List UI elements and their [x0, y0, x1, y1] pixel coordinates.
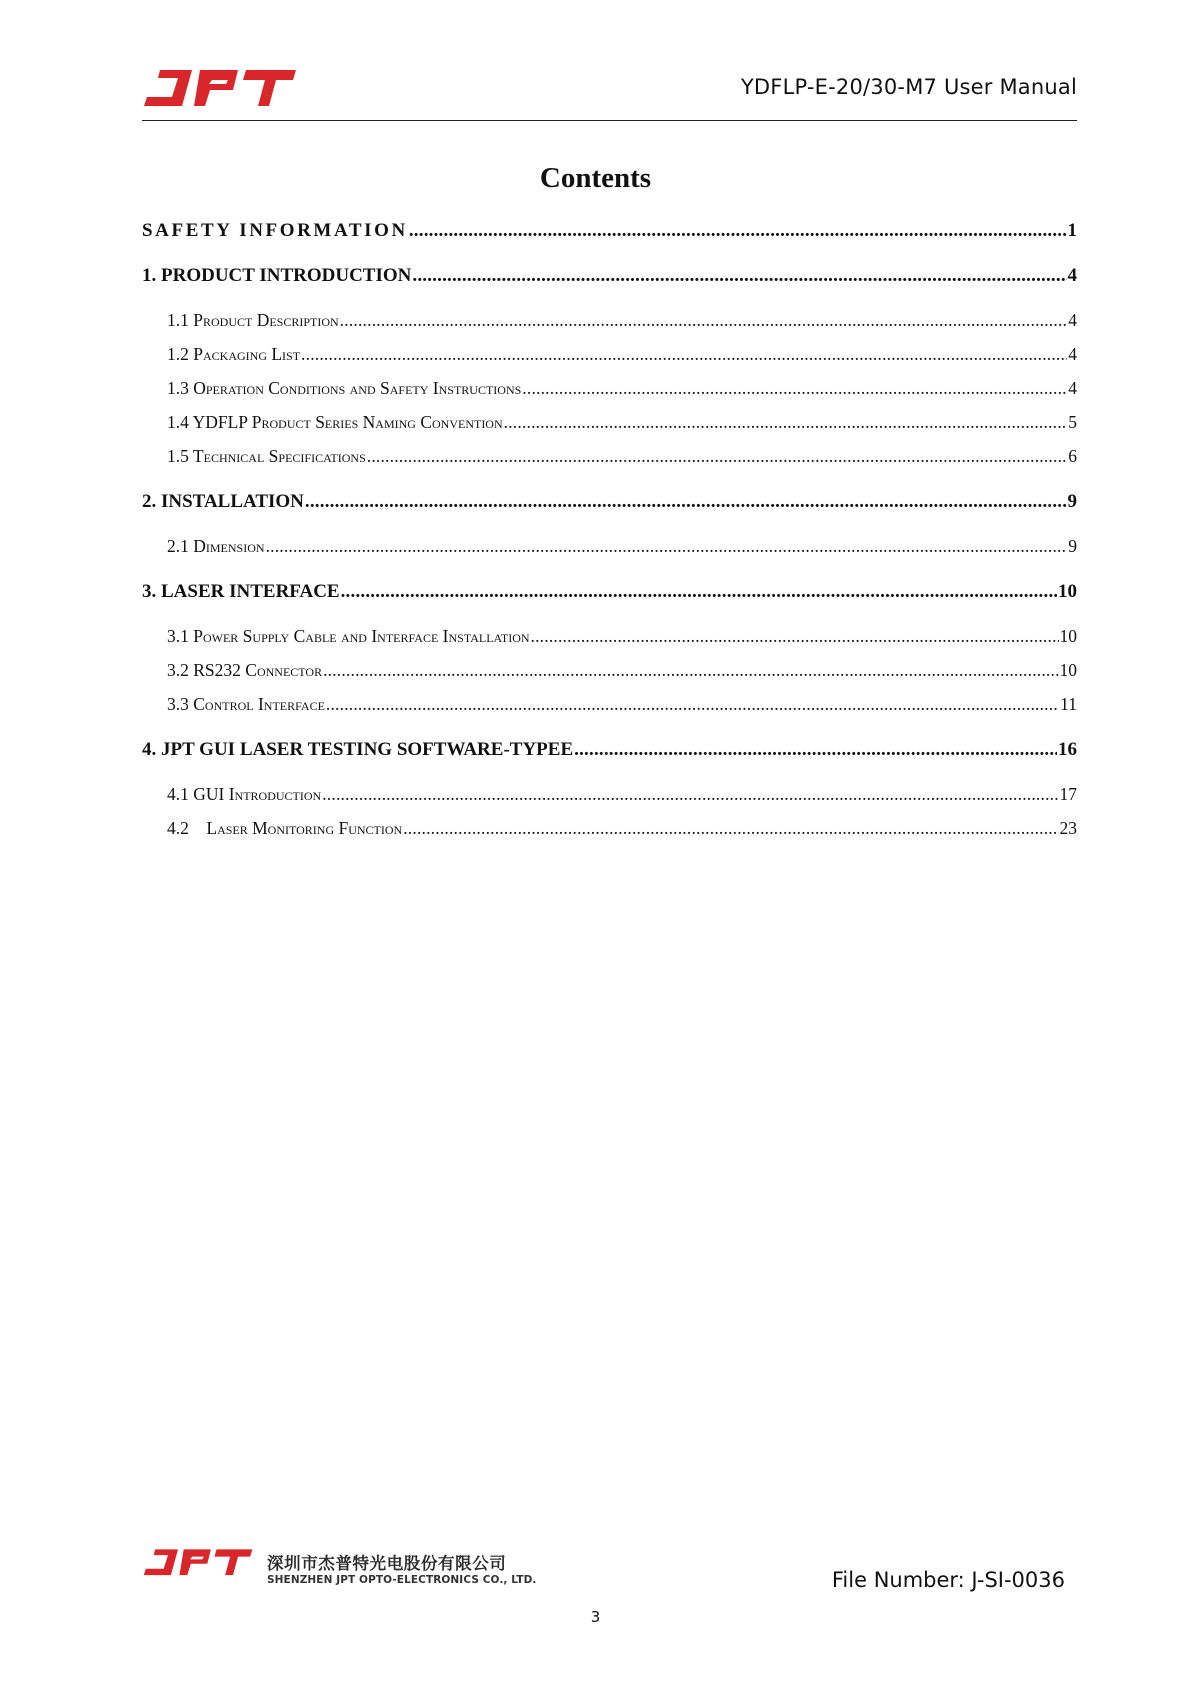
contents-heading: Contents	[539, 162, 652, 194]
toc-entry-page-number: 9	[1067, 491, 1077, 512]
toc-section-entry[interactable]	[142, 660, 1077, 684]
toc-entry-label: 1. PRODUCT INTRODUCTION	[142, 265, 412, 286]
toc-entry-label: 4.2 Laser Monitoring Function	[167, 818, 403, 838]
toc-entry-label: 4. JPT GUI LASER TESTING SOFTWARE-TYPEE	[142, 739, 574, 760]
toc-dot-leader	[403, 818, 1058, 839]
toc-chapter-entry[interactable]	[142, 265, 1077, 291]
toc-section-entry[interactable]	[142, 818, 1077, 842]
toc-dot-leader	[412, 265, 1066, 287]
toc-section-entry[interactable]	[142, 344, 1077, 368]
toc-section-entry[interactable]	[142, 694, 1077, 718]
toc-chapter-entry[interactable]	[142, 739, 1077, 765]
toc-section-entry[interactable]	[142, 536, 1077, 560]
toc-entry-label: 2. INSTALLATION	[142, 491, 304, 512]
toc-entry-label: 3. LASER INTERFACE	[142, 581, 340, 602]
toc-entry-page-number: 10	[1059, 660, 1077, 680]
company-name-chinese: 深圳市杰普特光电股份有限公司	[267, 1554, 507, 1573]
toc-entry-label: 3.3 Control Interface	[167, 694, 325, 714]
toc-section-entry[interactable]	[142, 378, 1077, 402]
toc-section-entry[interactable]	[142, 412, 1077, 436]
toc-dot-leader	[522, 378, 1067, 399]
toc-dot-leader	[341, 581, 1057, 603]
toc-entry-page-number: 5	[1068, 412, 1077, 432]
footer-jpt-logo	[142, 1548, 254, 1578]
toc-section-entry[interactable]	[142, 784, 1077, 808]
toc-dot-leader	[367, 446, 1068, 467]
jpt-logo	[142, 68, 298, 110]
page-header	[142, 68, 1077, 121]
toc-section-entry[interactable]	[142, 446, 1077, 470]
toc-entry-page-number: 1	[1067, 220, 1077, 241]
page-number: 3	[590, 1608, 601, 1626]
toc-chapter-entry[interactable]	[142, 581, 1077, 607]
toc-entry-page-number: 23	[1059, 818, 1077, 838]
toc-dot-leader	[266, 536, 1068, 557]
toc-entry-label: 1.5 Technical Specifications	[167, 446, 366, 466]
toc-entry-label: 3.2 RS232 Connector	[167, 660, 323, 680]
toc-entry-label: 1.2 Packaging List	[167, 344, 301, 364]
toc-dot-leader	[531, 626, 1059, 647]
toc-entry-label: 3.1 Power Supply Cable and Interface Installation	[167, 626, 530, 646]
toc-entry-page-number: 10	[1058, 581, 1077, 602]
toc-dot-leader	[574, 739, 1057, 761]
toc-entry-page-number: 11	[1060, 694, 1077, 714]
toc-entry-page-number: 4	[1067, 265, 1077, 286]
toc-entry-label: 4.1 GUI Introduction	[167, 784, 322, 804]
toc-entry-label: 1.3 Operation Conditions and Safety Instructions	[167, 378, 522, 398]
toc-entry-page-number: 4	[1068, 378, 1077, 398]
document-title: YDFLP-E-20/30-M7 User Manual	[740, 75, 1077, 99]
toc-entry-label: 2.1 Dimension	[167, 536, 265, 556]
toc-entry-page-number: 16	[1058, 739, 1077, 760]
company-name-english: SHENZHEN JPT OPTO-ELECTRONICS CO., LTD.	[267, 1574, 537, 1586]
toc-chapter-entry[interactable]	[142, 220, 1077, 246]
toc-dot-leader	[301, 344, 1067, 365]
toc-dot-leader	[326, 694, 1059, 715]
file-number: File Number: J-SI-0036	[831, 1568, 1065, 1592]
toc-entry-page-number: 4	[1068, 344, 1077, 364]
toc-entry-label: SAFETY INFORMATION	[142, 220, 408, 241]
toc-dot-leader	[340, 310, 1068, 331]
toc-dot-leader	[504, 412, 1068, 433]
toc-dot-leader	[409, 220, 1067, 242]
toc-entry-page-number: 9	[1068, 536, 1077, 556]
toc-entry-page-number: 4	[1068, 310, 1077, 330]
toc-dot-leader	[323, 660, 1058, 681]
toc-entry-label: 1.1 Product Description	[167, 310, 339, 330]
toc-entry-page-number: 17	[1059, 784, 1077, 804]
toc-dot-leader	[305, 491, 1067, 513]
toc-entry-page-number: 6	[1068, 446, 1077, 466]
toc-section-entry[interactable]	[142, 310, 1077, 334]
toc-dot-leader	[322, 784, 1058, 805]
toc-entry-label: 1.4 YDFLP Product Series Naming Convention	[167, 412, 503, 432]
toc-chapter-entry[interactable]	[142, 491, 1077, 517]
toc-entry-page-number: 10	[1059, 626, 1077, 646]
toc-section-entry[interactable]	[142, 626, 1077, 650]
